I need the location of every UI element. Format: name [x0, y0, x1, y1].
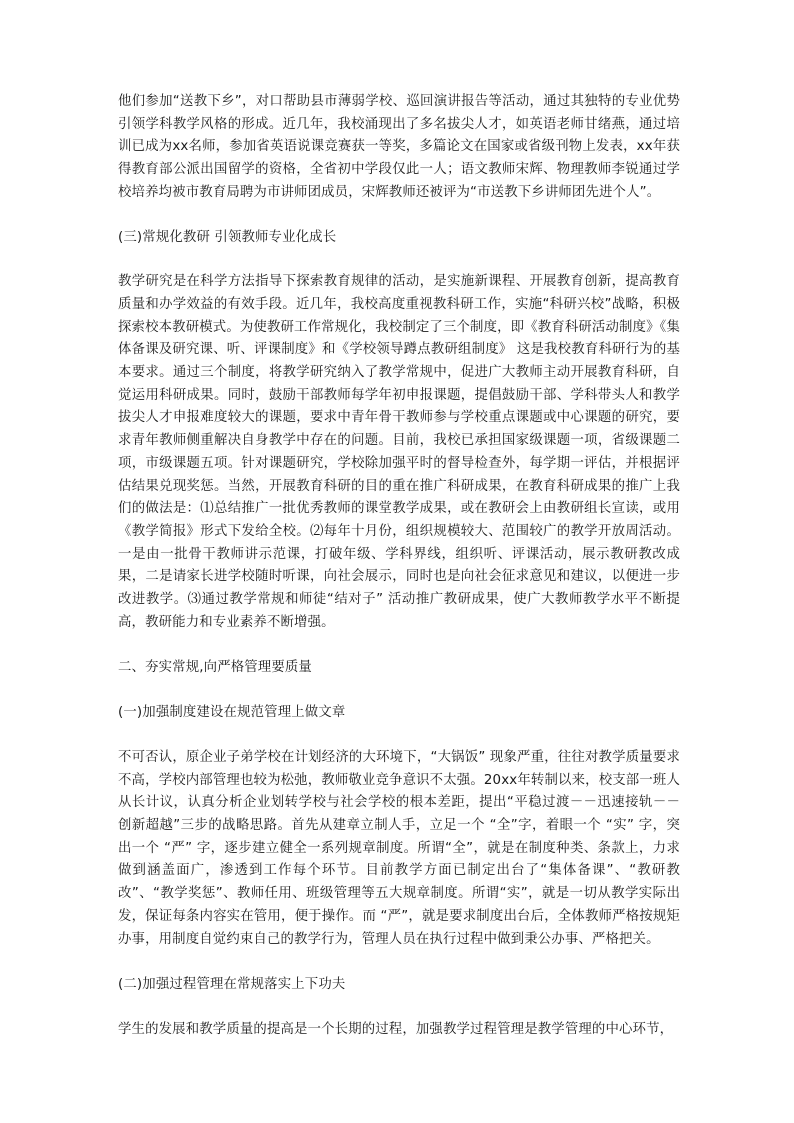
- body-paragraph: 他们参加“送教下乡”，对口帮助县市薄弱学校、巡回演讲报告等活动，通过其独特的专业优势引领学科教学风格的形成。近几年，我校涌现出了多名拔尖人才，如英语老师甘绪燕，通过培训已成为xx名师，参加省英语说课竞赛获一等奖，多篇论文在国家或省级刊物上发表，xx年获得教育部公派出国留学的资格，全省初中学段仅此一人；语文教师宋辉、物理教师李锐通过学校培养均被市教育局聘为市讲师团成员，宋辉教师还被评为“市送教下乡讲师团先进个人”。: [118, 94, 680, 200]
- subsection-heading: (一)加强制度建设在规范管理上做文章: [118, 705, 346, 721]
- body-paragraph: 学生的发展和教学质量的提高是一个长期的过程，加强教学过程管理是教学管理的中心环节，: [118, 1021, 674, 1037]
- subsection-heading: (三)常规化教研 引领教师专业化成长: [118, 229, 337, 245]
- body-paragraph: 不可否认，原企业子弟学校在计划经济的大环境下，“大锅饭” 现象严重，往往对教学质量要求不高，学校内部管理也较为松弛，教师敬业竞争意识不太强。20xx年转制以来，校支部一班人从长计议，认真分析企业划转学校与社会学校的根本差距，提出“平稳过渡－－迅速接轨－－创新超越”三步的战略思路。首先从建章立制人手，立足一个 “全”字，着眼一个 “实” 字，突出一个 “严” 字，逐步建立健全一系列规章制度。所谓“全”，就是在制度种类、条款上，力求做到涵盖面广，渗透到工作每个环节。目前教学方面已制定出台了“集体备课”、“教研教改”、“教学奖惩”、教师任用、班级管理等五大规章制度。所谓“实”，就是一切从教学实际出发，保证每条内容实在管用，便于操作。而 “严”，就是要求制度出台后，全体教师严格按规矩办事，用制度自觉约束自己的教学行为，管理人员在执行过程中做到秉公办事、严格把关。: [118, 749, 680, 947]
- body-paragraph: 教学研究是在科学方法指导下探索教育规律的活动，是实施新课程、开展教育创新，提高教育质量和办学效益的有效手段。近几年，我校高度重视教科研工作，实施“科研兴校”战略，积极探索校本教研模式。为使教研工作常规化，我校制定了三个制度，即《教育科研活动制度》《集体备课及研究课、听、评课制度》和《学校领导蹲点教研组制度》 这是我校教育科研行为的基本要求。通过三个制度，将教学研究纳入了教学常规中，促进广大教师主动开展教育科研，自觉运用科研成果。同时，鼓励干部教师每学年初申报课题，提倡鼓励干部、学科带头人和教学拔尖人才申报难度较大的课题，要求中青年骨干教师参与学校重点课题或中心课题的研究，要求青年教师侧重解决自身教学中存在的问题。目前，我校已承担国家级课题一项，省级课题二项，市级课题五项。针对课题研究，学校除加强平时的督导检查外，每学期一评估，并根据评估结果兑现奖惩。当然，开展教育科研的目的重在推广科研成果，在教育科研成果的推广上我们的做法是：⑴总结推广一批优秀教师的课堂教学成果，或在教研会上由教研组长宣读，或用《教学简报》形式下发给全校。⑵每年十月份，组织规模较大、范围较广的教学开放周活动。一是由一批骨干教师讲示范课，打破年级、学科界线，组织听、评课活动，展示教研教改成果，二是请家长进学校随时听课，向社会展示，同时也是向社会征求意见和建议，以便进一步改进教学。⑶通过教学常规和师徒“结对子” 活动推广教研成果，使广大教师教学水平不断提高，教研能力和专业素养不断增强。: [118, 274, 681, 630]
- subsection-heading: (二)加强过程管理在常规落实上下功夫: [118, 977, 346, 993]
- section-heading: 二、夯实常规,向严格管理要质量: [118, 660, 312, 676]
- document-page: [118, 91, 680, 1042]
